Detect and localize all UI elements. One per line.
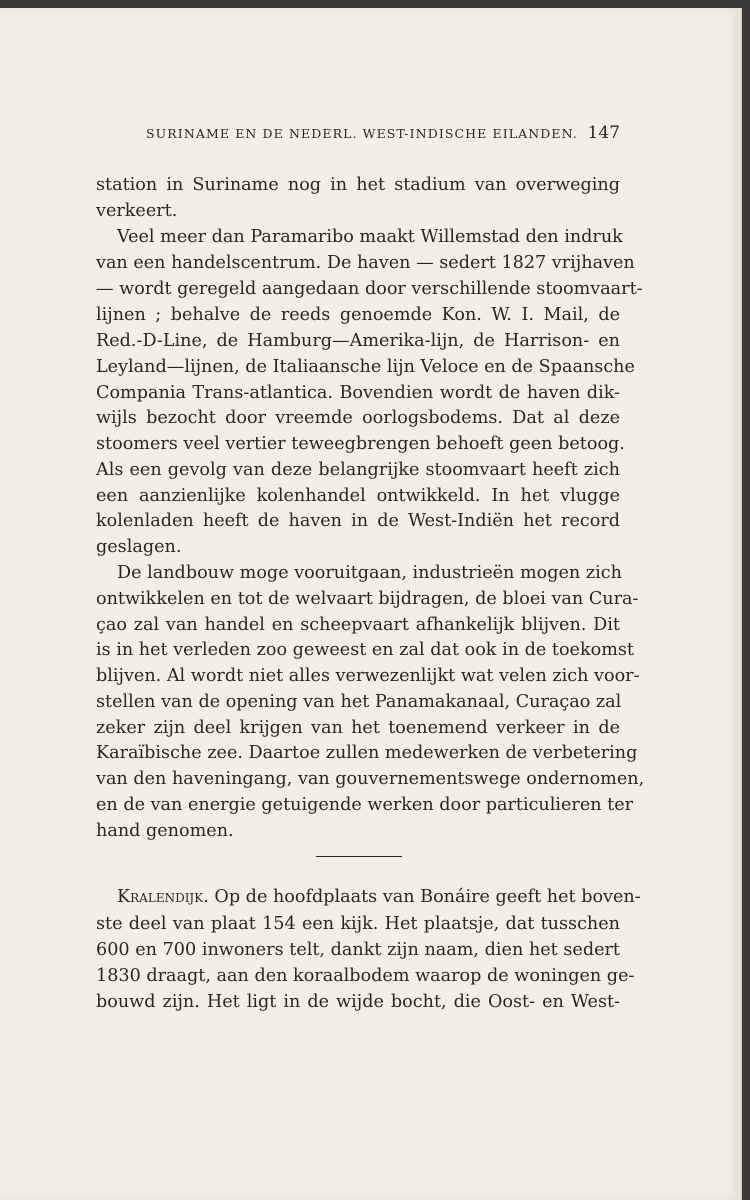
page-number: 147 (587, 123, 620, 143)
section-first-line-text: Op de hoofdplaats van Bonáire geeft het boven- (214, 887, 641, 907)
text-line: — wordt geregeld aangedaan door verschillende stoomvaart- (96, 279, 643, 299)
text-line: wijls bezocht door vreemde oorlogsbodems. Dat al deze (96, 408, 620, 428)
running-title: SURINAME EN DE NEDERL. WEST-INDISCHE EILANDEN. (146, 126, 578, 141)
text-line: De landbouw moge vooruitgaan, industrieën mogen zich (117, 563, 622, 583)
text-line: station in Suriname nog in het stadium van overweging (96, 175, 620, 195)
text-line: stellen van de opening van het Panamakanaal, Curaçao zal (96, 692, 622, 712)
text-line: blijven. Al wordt niet alles verwezenlijkt wat velen zich voor- (96, 666, 640, 686)
text-line: 1830 draagt, aan den koraalbodem waarop de woningen ge- (96, 966, 635, 986)
text-line: çao zal van handel en scheepvaart afhankelijk blijven. Dit (96, 615, 620, 635)
text-line: Leyland—lijnen, de Italiaansche lijn Veloce en de Spaansche (96, 357, 635, 377)
text-line: Red.-D-Line, de Hamburg—Amerika-lijn, de Harrison- en (96, 331, 620, 351)
section-heading: Kralendijk. (117, 887, 209, 907)
text-line: hand genomen. (96, 821, 234, 841)
text-line: is in het verleden zoo geweest en zal dat ook in de toekomst (96, 640, 634, 660)
text-line: bouwd zijn. Het ligt in de wijde bocht, die Oost- en West- (96, 992, 620, 1012)
text-line: lijnen ; behalve de reeds genoemde Kon. W. I. Mail, de (96, 305, 620, 325)
text-line: 600 en 700 inwoners telt, dankt zijn naam, dien het sedert (96, 940, 620, 960)
text-line: geslagen. (96, 537, 182, 557)
text-line: Veel meer dan Paramaribo maakt Willemstad den indruk (117, 227, 623, 247)
book-page (0, 8, 742, 1200)
text-line: Als een gevolg van deze belangrijke stoomvaart heeft zich (96, 460, 620, 480)
section-first-line (117, 887, 641, 907)
text-line: verkeert. (96, 201, 178, 221)
text-line: Karaïbische zee. Daartoe zullen medewerken de verbetering (96, 743, 638, 763)
text-line: Compania Trans-atlantica. Bovendien wordt de haven dik- (96, 383, 620, 403)
running-header (146, 123, 620, 143)
text-line: kolenladen heeft de haven in de West-Indiën het record (96, 511, 620, 531)
text-line: en de van energie getuigende werken door particulieren ter (96, 795, 634, 815)
text-line: zeker zijn deel krijgen van het toenemend verkeer in de (96, 718, 620, 738)
text-line: ste deel van plaat 154 een kijk. Het plaatsje, dat tusschen (96, 914, 620, 934)
text-line: stoomers veel vertier teweegbrengen behoeft geen betoog. (96, 434, 625, 454)
text-line: van een handelscentrum. De haven — sedert 1827 vrijhaven (96, 253, 635, 273)
text-line: ontwikkelen en tot de welvaart bijdragen, de bloei van Cura- (96, 589, 639, 609)
text-line: van den haveningang, van gouvernementswege ondernomen, (96, 769, 645, 789)
text-line: een aanzienlijke kolenhandel ontwikkeld. In het vlugge (96, 486, 620, 506)
section-divider (316, 856, 402, 857)
